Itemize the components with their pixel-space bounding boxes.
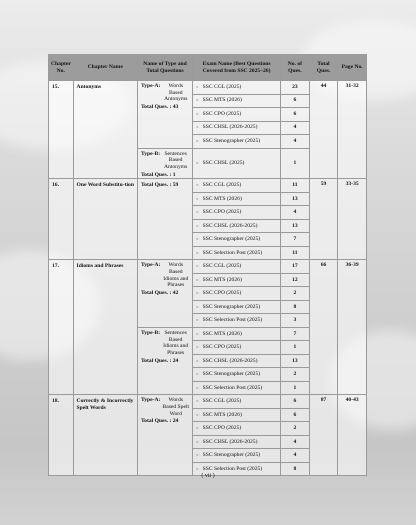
bullet-icon: » <box>196 291 199 297</box>
exam-name-cell <box>193 408 281 422</box>
exam-name-cell <box>193 135 281 149</box>
type-total: Total Ques. : 24 <box>140 357 179 364</box>
exam-question-count: 11 <box>281 246 310 260</box>
exam-name-cell <box>193 354 281 368</box>
exam-name: SSC CPO (2025) <box>202 110 242 117</box>
exam-name: SSC CHSL (2026-2025) <box>202 124 258 131</box>
exam-question-count: 4 <box>281 449 310 463</box>
type-total: Total Ques. : 24 <box>140 418 179 425</box>
header-page-no: Page No. <box>338 55 367 81</box>
type-text: Words Based Antonyms <box>164 83 188 103</box>
exam-question-count: 1 <box>281 148 310 179</box>
exam-name-cell <box>193 368 281 382</box>
chapter-pages: 31-32 <box>338 81 367 179</box>
exam-question-count: 11 <box>281 179 310 193</box>
exam-name-cell <box>193 422 281 436</box>
exam-name-cell <box>193 206 281 220</box>
chapter-number: 16. <box>49 179 74 260</box>
exam-name-cell <box>193 219 281 233</box>
exam-name-cell <box>193 300 281 314</box>
bullet-icon: » <box>196 345 199 351</box>
bullet-icon: » <box>196 453 199 459</box>
exam-name: SSC Stenographer (2025) <box>202 371 261 378</box>
table-row <box>49 81 367 95</box>
type-line <box>141 151 189 171</box>
exam-question-count: 8 <box>281 462 310 476</box>
exam-name-cell <box>193 314 281 328</box>
type-label: Type-A: <box>140 262 161 269</box>
exam-name: SSC MTS (2026) <box>202 195 242 202</box>
header-chapter-no: Chapter No. <box>49 55 74 81</box>
exam-name-cell <box>193 327 281 341</box>
type-cell <box>137 148 192 179</box>
exam-question-count: 23 <box>281 81 310 95</box>
exam-name: SSC Selection Post (2025) <box>202 249 263 256</box>
bullet-icon: » <box>196 183 199 189</box>
exam-question-count: 1 <box>281 341 310 355</box>
header-exam-name: Exam Name (Best Questions Covered from SSC 2025–26) <box>193 55 281 81</box>
exam-name: SSC CPO (2025) <box>202 344 242 351</box>
chapter-number: 18. <box>49 395 74 476</box>
type-line <box>141 262 189 289</box>
exam-name-cell <box>193 341 281 355</box>
table-row <box>49 260 367 274</box>
bullet-icon: » <box>196 304 199 310</box>
bullet-icon: » <box>196 372 199 378</box>
type-cell <box>137 395 192 476</box>
exam-name: SSC MTS (2026) <box>202 97 242 104</box>
type-text: Sentences Based Idioms and Phrases <box>163 329 189 356</box>
exam-name-cell <box>193 179 281 193</box>
exam-question-count: 13 <box>281 192 310 206</box>
chapter-total-ques: 59 <box>309 179 338 260</box>
exam-name: SSC CPO (2025) <box>202 209 242 216</box>
exam-question-count: 4 <box>281 135 310 149</box>
type-text: Words Based Spelt Word <box>162 397 190 417</box>
type-cell <box>137 260 192 328</box>
exam-name-cell <box>193 233 281 247</box>
bullet-icon: » <box>196 125 199 131</box>
chapter-pages: 33-35 <box>338 179 367 260</box>
exam-question-count: 1 <box>281 381 310 395</box>
bullet-icon: » <box>196 399 199 405</box>
exam-name-cell <box>193 121 281 135</box>
exam-name-cell <box>193 246 281 260</box>
exam-name-cell <box>193 260 281 274</box>
header-chapter-name: Chapter Name <box>73 55 137 81</box>
exam-question-count: 13 <box>281 354 310 368</box>
type-total: Total Ques. : 59 <box>140 182 179 189</box>
bullet-icon: » <box>196 196 199 202</box>
exam-question-count: 6 <box>281 395 310 409</box>
exam-question-count: 4 <box>281 121 310 135</box>
exam-question-count: 6 <box>281 94 310 108</box>
exam-question-count: 8 <box>281 300 310 314</box>
exam-name: SSC MTS (2026) <box>202 276 242 283</box>
exam-question-count: 2 <box>281 287 310 301</box>
exam-name: SSC CGL (2025) <box>202 263 242 270</box>
exam-name: SSC CGL (2025) <box>202 182 242 189</box>
bullet-icon: » <box>196 466 199 472</box>
exam-name-cell <box>193 108 281 122</box>
exam-name: SSC Selection Post (2025) <box>202 465 263 472</box>
bullet-icon: » <box>196 412 199 418</box>
exam-question-count: 4 <box>281 206 310 220</box>
bullet-icon: » <box>196 250 199 256</box>
exam-name: SSC CPO (2025) <box>202 290 242 297</box>
bullet-icon: » <box>196 210 199 216</box>
table-header-row <box>49 55 367 81</box>
exam-name: SSC Stenographer (2025) <box>202 452 261 459</box>
chapter-total-ques: 87 <box>309 395 338 476</box>
exam-question-count: 2 <box>281 422 310 436</box>
exam-name-cell <box>193 435 281 449</box>
exam-name-cell <box>193 395 281 409</box>
exam-question-count: 17 <box>281 260 310 274</box>
exam-name: SSC CPO (2025) <box>202 425 242 432</box>
exam-name-cell <box>193 192 281 206</box>
bullet-icon: » <box>196 264 199 270</box>
exam-name-cell <box>193 148 281 179</box>
table-row <box>49 395 367 409</box>
exam-question-count: 3 <box>281 314 310 328</box>
chapter-name: Correctly & Incorrectly Spelt Words <box>73 395 137 476</box>
chapter-total-ques: 66 <box>309 260 338 395</box>
type-total: Total Ques. : 42 <box>140 290 179 297</box>
exam-question-count: 7 <box>281 327 310 341</box>
chapter-pages: 40-43 <box>338 395 367 476</box>
bullet-icon: » <box>196 439 199 445</box>
page-footer: ( vii ) <box>201 473 215 479</box>
type-text: Sentences Based Antonyms <box>163 150 188 170</box>
exam-name: SSC CGL (2025) <box>202 398 242 405</box>
type-cell <box>137 81 192 149</box>
bullet-icon: » <box>196 318 199 324</box>
type-cell <box>137 179 192 260</box>
exam-question-count: 7 <box>281 233 310 247</box>
exam-name-cell <box>193 287 281 301</box>
bullet-icon: » <box>196 277 199 283</box>
chapter-pages: 36-39 <box>338 260 367 395</box>
bullet-icon: » <box>196 237 199 243</box>
exam-question-count: 2 <box>281 368 310 382</box>
chapter-number: 15. <box>49 81 74 179</box>
bullet-icon: » <box>196 331 199 337</box>
exam-name: SSC Selection Post (2025) <box>202 317 263 324</box>
type-label: Type-A: <box>140 83 161 89</box>
exam-question-count: 6 <box>281 408 310 422</box>
bullet-icon: » <box>196 160 199 166</box>
type-label: Type-A: <box>140 397 161 404</box>
bullet-icon: » <box>196 84 199 90</box>
exam-name: SSC Stenographer (2025) <box>202 303 261 310</box>
chapter-number: 17. <box>49 260 74 395</box>
exam-name: SSC CHSL (2026-2025) <box>202 357 258 364</box>
bullet-icon: » <box>196 138 199 144</box>
exam-name-cell <box>193 81 281 95</box>
bullet-icon: » <box>196 111 199 117</box>
exam-name: SSC CHSL (2025) <box>202 159 245 166</box>
exam-name: SSC Stenographer (2025) <box>202 137 261 144</box>
exam-name: SSC MTS (2026) <box>202 411 242 418</box>
chapter-name: Antonyms <box>73 81 137 179</box>
chapter-name: Idioms and Phrases <box>73 260 137 395</box>
header-no-of-ques: No. of Ques. <box>281 55 310 81</box>
bullet-icon: » <box>196 426 199 432</box>
type-cell <box>137 327 192 395</box>
bullet-icon: » <box>196 98 199 104</box>
type-line <box>141 83 189 103</box>
header-type: Name of Type and Total Questions <box>137 55 192 81</box>
type-label: Type-B: <box>140 329 161 336</box>
table-row <box>49 179 367 193</box>
chapter-total-ques: 44 <box>309 81 338 179</box>
type-total: Total Ques. : 43 <box>140 104 179 111</box>
bullet-icon: » <box>196 223 199 229</box>
type-total: Total Ques. : 1 <box>140 171 176 178</box>
exam-question-count: 12 <box>281 273 310 287</box>
exam-name: SSC Selection Post (2025) <box>202 384 263 391</box>
exam-name: SSC CGL (2025) <box>202 83 242 90</box>
bullet-icon: » <box>196 358 199 364</box>
contents-table <box>48 54 367 476</box>
exam-name-cell <box>193 94 281 108</box>
type-line <box>141 397 189 417</box>
exam-name-cell <box>193 273 281 287</box>
exam-question-count: 6 <box>281 108 310 122</box>
bullet-icon: » <box>196 385 199 391</box>
exam-name: SSC Stenographer (2025) <box>202 236 261 243</box>
exam-question-count: 13 <box>281 219 310 233</box>
exam-name-cell <box>193 449 281 463</box>
type-label: Type-B: <box>140 150 161 157</box>
header-total-ques: Total Ques. <box>309 55 338 81</box>
chapter-name: One Word Substitu-tion <box>73 179 137 260</box>
exam-name: SSC MTS (2026) <box>202 330 242 337</box>
exam-name-cell <box>193 381 281 395</box>
exam-name: SSC CHSL (2026-2025) <box>202 438 258 445</box>
type-text: Words Based Idioms and Phrases <box>163 262 189 289</box>
type-line <box>141 330 189 357</box>
exam-question-count: 4 <box>281 435 310 449</box>
exam-name: SSC CHSL (2026-2025) <box>202 222 258 229</box>
